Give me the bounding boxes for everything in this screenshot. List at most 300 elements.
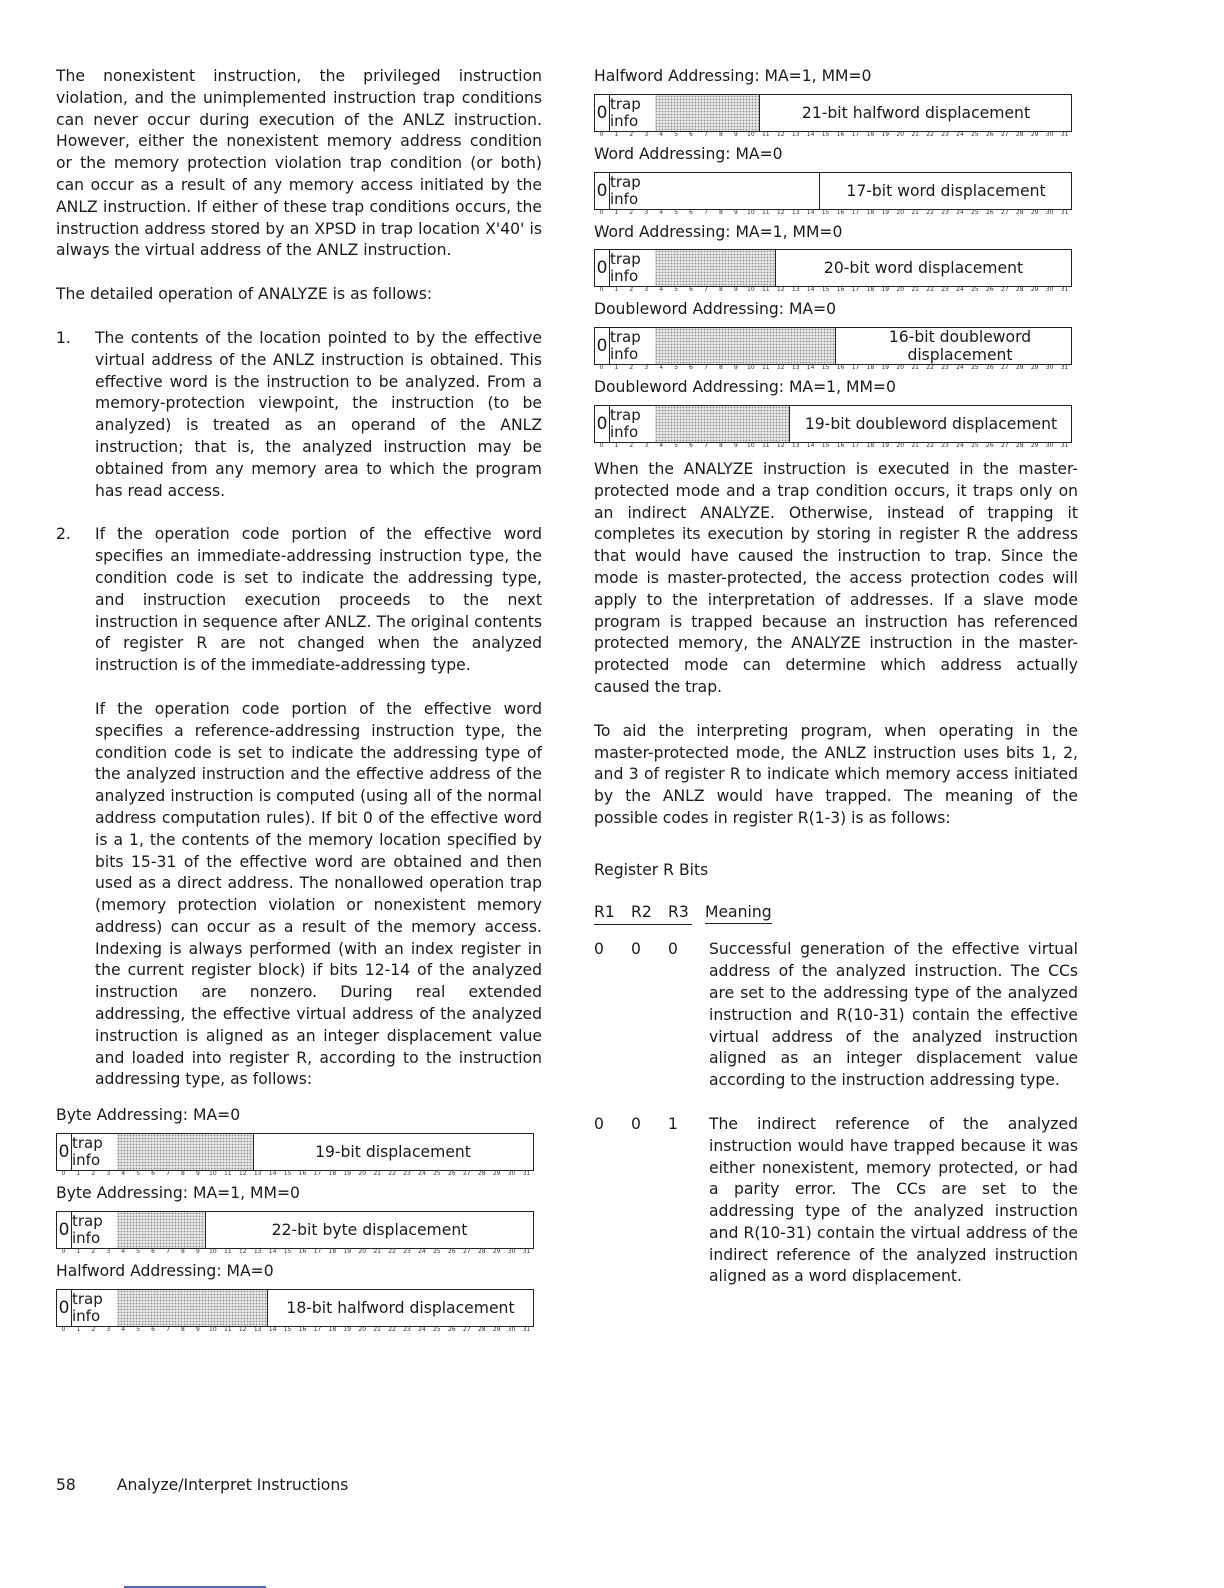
- bit-number: 27: [1000, 208, 1009, 216]
- bit-number: 11: [761, 441, 770, 449]
- bit-number: 7: [704, 364, 708, 372]
- bit-number: 14: [806, 130, 815, 138]
- bit-number: 11: [761, 286, 770, 294]
- intro-paragraph: The nonexistent instruction, the privileged instruction violation, and the unimplemented instruction trap conditions can never occur during execution of the ANLZ instruction. However, either the nonexistent memory address condition or the memory protection violation trap condition (or both) can occur as a result of any memory access initiated by the ANLZ instruction. If either of these trap conditions occurs, the instruction address stored by an XPSD in trap location X'40' is always the virtual address of the ANLZ instruction.: [56, 67, 542, 260]
- bit-numbers: [56, 1170, 534, 1177]
- bit-number: 23: [403, 1247, 411, 1255]
- bit-number: 23: [403, 1325, 411, 1333]
- bit-number: 0: [61, 1325, 66, 1333]
- bit-number: 6: [689, 286, 693, 294]
- bit-number: 6: [151, 1170, 155, 1178]
- bit-number: 22: [926, 441, 934, 449]
- bit-number: 8: [719, 130, 723, 138]
- bit-number: 18: [866, 286, 875, 294]
- list-paragraph: If the operation code portion of the effective word specifies an immediate-addressing instruction type, the condition code is set to indicate the addressing type, and instruction execution proceeds to the next instruction in sequence after ANLZ. The original contents of register R are not changed when the analyzed instruction is of the immediate-addressing type.: [95, 525, 542, 675]
- trap-info: trap info: [610, 250, 641, 286]
- displacement-field: 19-bit doubleword displacement: [804, 414, 1058, 433]
- bit-number: 14: [268, 1170, 277, 1178]
- list-item: [56, 524, 542, 1091]
- bit-number: 12: [238, 1325, 247, 1333]
- format-label: Word Addressing: MA=0: [594, 144, 783, 163]
- bit-number: 12: [776, 130, 785, 138]
- bit-number: 31: [1060, 364, 1069, 372]
- table-header: [594, 902, 1078, 925]
- format-label: Doubleword Addressing: MA=1, MM=0: [594, 378, 896, 397]
- bit-number: 3: [644, 441, 649, 449]
- bit-number: 9: [733, 208, 738, 216]
- shaded-field: [117, 1134, 254, 1170]
- bit-number: 30: [507, 1325, 516, 1333]
- bit-number: 16: [298, 1247, 307, 1255]
- bit-number: 14: [268, 1325, 277, 1333]
- displacement-field: 20-bit word displacement: [823, 259, 1024, 278]
- bit-number: 29: [492, 1247, 501, 1255]
- bit-number: 11: [223, 1325, 232, 1333]
- bit-number: 28: [1015, 130, 1024, 138]
- bit-number: 20: [358, 1325, 367, 1333]
- bit-number: 14: [806, 364, 815, 372]
- bit-number: 4: [659, 286, 664, 294]
- bit-number: 10: [747, 441, 755, 449]
- bit-number: 19: [881, 364, 890, 372]
- bit-number: 20: [896, 441, 905, 449]
- header-r3: R3: [668, 902, 689, 921]
- format-label: Doubleword Addressing: MA=0: [594, 300, 837, 319]
- format-diagram: [594, 405, 1072, 449]
- bit-number: 23: [941, 364, 949, 372]
- bit-number: 6: [151, 1247, 155, 1255]
- bit-number: 26: [986, 286, 994, 294]
- bit-number: 14: [806, 286, 815, 294]
- bit-number: 22: [388, 1247, 396, 1255]
- bit-number: 23: [941, 441, 949, 449]
- bit-number: 8: [719, 441, 723, 449]
- list-item: [56, 328, 542, 502]
- bit-number: 7: [166, 1247, 170, 1255]
- bit-number: 29: [1030, 130, 1039, 138]
- bit-number: 0: [599, 364, 604, 372]
- bit-number: 26: [448, 1247, 456, 1255]
- bit-number: 24: [956, 364, 964, 372]
- bit-number: 10: [747, 364, 755, 372]
- blank-field: [655, 173, 820, 209]
- bit-number: 26: [986, 130, 994, 138]
- bit-number: 1: [76, 1170, 81, 1178]
- bit-number: 17: [851, 364, 860, 372]
- bit-number: 27: [462, 1325, 471, 1333]
- bit-number: 2: [629, 286, 634, 294]
- section-title: Analyze/Interpret Instructions: [116, 1476, 349, 1494]
- left-column: [56, 66, 542, 1339]
- format-diagram: [594, 327, 1072, 372]
- bit-number: 9: [733, 286, 738, 294]
- bit-number: 15: [283, 1170, 292, 1178]
- bit-number: 11: [761, 130, 770, 138]
- bit-number: 8: [719, 364, 723, 372]
- bit-number: 17: [851, 130, 860, 138]
- bit-number: 17: [851, 208, 860, 216]
- bit-number: 5: [674, 286, 679, 294]
- bit-number: 2: [91, 1170, 96, 1178]
- bit-number: 18: [866, 441, 875, 449]
- bit-number: 1: [614, 441, 619, 449]
- bit-number: 28: [1015, 208, 1024, 216]
- format-label: Byte Addressing: MA=0: [56, 1106, 241, 1125]
- bit-number: 16: [298, 1170, 307, 1178]
- bit-number: 19: [343, 1170, 352, 1178]
- bit-number: 17: [313, 1170, 322, 1178]
- bit-number: 10: [209, 1247, 217, 1255]
- table-row: [594, 939, 1078, 1092]
- bit0-zero: 0: [595, 328, 610, 364]
- format-diagram: [56, 1211, 534, 1255]
- master-protected-paragraph: When the ANALYZE instruction is executed in the master-protected mode and a trap condition occurs, it traps only on an indirect ANALYZE. Otherwise, instead of trapping it completes its execution by storing in register R the address that would have caused the instruction to trap. Since the mode is master-protected, the access protection codes will apply to the interpretation of addresses. If a slave mode program is trapped because an instruction has referenced protected memory, the ANALYZE instruction in the master-protected mode can determine which address actually caused the trap.: [594, 459, 1078, 696]
- bit-number: 9: [195, 1325, 200, 1333]
- bit-number: 1: [76, 1247, 81, 1255]
- list-paragraph: The contents of the location pointed to by the effective virtual address of the ANLZ instruction is obtained. This effective word is the instruction to be analyzed. From a memory-protection viewpoint, the instruction (to be analyzed) is treated as an operand of the ANLZ instruction; that is, the analyzed instruction may be obtained from any memory area to which the program has read access.: [95, 328, 542, 500]
- format-diagram: [594, 172, 1072, 216]
- trap-info: trap info: [72, 1134, 103, 1170]
- bit-number: 18: [328, 1247, 337, 1255]
- bit-number: 5: [674, 364, 679, 372]
- bit-number: 14: [268, 1247, 277, 1255]
- cell-meaning: Successful generation of the effective virtual address of the analyzed instruction. The CCs are set to the addressing type of the analyzed instruction and R(10-31) contain the effective virtual address of the analyzed instruction aligned as an integer displacement value according to the instruction addressing type.: [709, 940, 1078, 1090]
- bit-number: 24: [956, 130, 964, 138]
- bit-number: 8: [719, 286, 723, 294]
- bit-number: 31: [522, 1325, 531, 1333]
- bit-number: 23: [941, 208, 949, 216]
- bit-number: 2: [629, 208, 634, 216]
- bit-number: 0: [61, 1247, 66, 1255]
- bit-number: 30: [1045, 286, 1054, 294]
- shaded-field: [655, 250, 776, 286]
- bit-number: 9: [195, 1170, 200, 1178]
- bit-number: 13: [791, 130, 800, 138]
- bit-number: 1: [614, 286, 619, 294]
- bit-number: 17: [313, 1325, 322, 1333]
- bit-number: 15: [821, 364, 830, 372]
- cell-r2: 0: [631, 940, 641, 959]
- header-r2: R2: [631, 902, 652, 921]
- bit-number: 22: [926, 208, 934, 216]
- bit-number: 5: [674, 208, 679, 216]
- bit-number: 31: [1060, 208, 1069, 216]
- bit-number: 30: [1045, 208, 1054, 216]
- bit-number: 1: [614, 364, 619, 372]
- bit-number: 25: [971, 364, 979, 372]
- bit-number: 24: [418, 1170, 426, 1178]
- bit-number: 8: [181, 1247, 185, 1255]
- bit-number: 7: [166, 1170, 170, 1178]
- bit-number: 2: [629, 364, 634, 372]
- bit-numbers: [594, 286, 1072, 293]
- bit-number: 3: [106, 1170, 111, 1178]
- detail-lead: The detailed operation of ANALYZE is as follows:: [56, 285, 433, 304]
- cell-r2: 0: [631, 1114, 641, 1133]
- bit-number: 22: [388, 1170, 396, 1178]
- bit-number: 29: [492, 1170, 501, 1178]
- shaded-field: [117, 1290, 268, 1326]
- bit-number: 9: [733, 130, 738, 138]
- bit-number: 18: [328, 1325, 337, 1333]
- bit-number: 21: [911, 130, 919, 138]
- bit-number: 25: [971, 208, 979, 216]
- list-number: 2.: [56, 525, 71, 544]
- bit-number: 28: [477, 1247, 486, 1255]
- bit-number: 30: [507, 1247, 516, 1255]
- table-title: Register R Bits: [594, 860, 709, 879]
- bit-number: 0: [599, 130, 604, 138]
- bit-number: 20: [896, 364, 905, 372]
- bit-number: 16: [836, 441, 845, 449]
- bit-number: 5: [674, 130, 679, 138]
- bit-number: 31: [522, 1247, 531, 1255]
- bit-number: 16: [836, 208, 845, 216]
- bit-number: 25: [971, 441, 979, 449]
- bit-number: 17: [851, 441, 860, 449]
- bit-number: 13: [253, 1247, 262, 1255]
- displacement-field: 18-bit halfword displacement: [286, 1298, 515, 1317]
- bit-number: 19: [343, 1325, 352, 1333]
- bit-numbers: [594, 209, 1072, 216]
- bit-number: 13: [253, 1325, 262, 1333]
- format-diagram: [56, 1289, 534, 1333]
- bit-number: 27: [1000, 364, 1009, 372]
- bit-numbers: [594, 364, 1072, 371]
- bit-number: 3: [644, 208, 649, 216]
- bit-number: 7: [704, 130, 708, 138]
- bit-number: 23: [941, 286, 949, 294]
- bit-number: 12: [776, 441, 785, 449]
- bit-number: 25: [971, 130, 979, 138]
- bit-number: 27: [1000, 286, 1009, 294]
- bit-number: 7: [704, 441, 708, 449]
- bit-number: 14: [806, 208, 815, 216]
- table-row: [594, 1114, 1078, 1288]
- bit-number: 7: [166, 1325, 170, 1333]
- bit-number: 28: [1015, 364, 1024, 372]
- bit-number: 25: [971, 286, 979, 294]
- bit0-zero: 0: [57, 1134, 72, 1170]
- bit-number: 21: [373, 1325, 381, 1333]
- displacement-field: 21-bit halfword displacement: [801, 103, 1031, 122]
- trap-info: trap info: [72, 1289, 103, 1325]
- format-label: Halfword Addressing: MA=1, MM=0: [594, 67, 872, 85]
- bit-number: 13: [791, 364, 800, 372]
- bit-number: 10: [747, 208, 755, 216]
- bit-number: 22: [926, 286, 934, 294]
- bit-number: 0: [61, 1170, 66, 1178]
- format-label: Byte Addressing: MA=1, MM=0: [56, 1184, 300, 1203]
- bit-number: 12: [776, 364, 785, 372]
- bit-number: 20: [896, 286, 905, 294]
- bit-number: 30: [1045, 364, 1054, 372]
- bit-number: 18: [328, 1170, 337, 1178]
- shaded-field: [117, 1212, 206, 1248]
- bit-number: 9: [195, 1247, 200, 1255]
- shaded-field: [655, 95, 760, 131]
- bit-number: 3: [106, 1325, 111, 1333]
- bit-number: 21: [911, 364, 919, 372]
- bit-number: 27: [1000, 130, 1009, 138]
- bit-number: 17: [313, 1247, 322, 1255]
- bit-numbers: [594, 131, 1072, 138]
- bit-number: 8: [719, 208, 723, 216]
- cell-r3: 1: [668, 1114, 678, 1133]
- bit-number: 9: [733, 364, 738, 372]
- bit-number: 13: [791, 441, 800, 449]
- bit-number: 31: [1060, 130, 1069, 138]
- bit-number: 0: [599, 286, 604, 294]
- bit-number: 6: [689, 364, 693, 372]
- bit-number: 15: [283, 1247, 292, 1255]
- bit-number: 20: [896, 130, 905, 138]
- bit-number: 27: [1000, 441, 1009, 449]
- bit0-zero: 0: [595, 406, 610, 442]
- bit-number: 27: [462, 1170, 471, 1178]
- bit-number: 16: [298, 1325, 307, 1333]
- bit-number: 5: [674, 441, 679, 449]
- bit-number: 11: [223, 1247, 232, 1255]
- shaded-field: [655, 328, 836, 364]
- bit0-zero: 0: [595, 173, 610, 209]
- bit-number: 24: [418, 1247, 426, 1255]
- bit-number: 10: [747, 130, 755, 138]
- bit-number: 22: [926, 364, 934, 372]
- bit-number: 7: [704, 286, 708, 294]
- bit-number: 24: [956, 286, 964, 294]
- bit-number: 19: [881, 208, 890, 216]
- bit-number: 21: [911, 441, 919, 449]
- bit-number: 16: [836, 130, 845, 138]
- bit-number: 29: [1030, 441, 1039, 449]
- bit0-zero: 0: [595, 95, 610, 131]
- bit-number: 19: [881, 130, 890, 138]
- bit-number: 21: [373, 1170, 381, 1178]
- bit-number: 15: [821, 208, 830, 216]
- bit-number: 13: [791, 208, 800, 216]
- bit-number: 19: [343, 1247, 352, 1255]
- bit-number: 7: [704, 208, 708, 216]
- bit-number: 21: [373, 1247, 381, 1255]
- cell-r3: 0: [668, 940, 678, 959]
- bit-number: 5: [136, 1325, 141, 1333]
- format-label: Halfword Addressing: MA=0: [56, 1261, 274, 1280]
- bit-number: 6: [689, 130, 693, 138]
- trap-info: trap info: [72, 1211, 103, 1247]
- bit-number: 30: [507, 1170, 516, 1178]
- bit-number: 25: [433, 1247, 441, 1255]
- page-number: 58: [56, 1476, 76, 1494]
- bit-number: 19: [881, 286, 890, 294]
- bit-number: 8: [181, 1325, 185, 1333]
- bit-number: 24: [956, 208, 964, 216]
- right-column: [594, 66, 1078, 1310]
- bit-number: 23: [403, 1170, 411, 1178]
- bit-number: 29: [1030, 364, 1039, 372]
- bit-number: 0: [599, 208, 604, 216]
- bit-number: 14: [806, 441, 815, 449]
- bit-number: 3: [644, 286, 649, 294]
- bit-number: 2: [91, 1325, 96, 1333]
- bit-number: 29: [492, 1325, 501, 1333]
- bit-number: 4: [659, 441, 664, 449]
- bit-number: 26: [448, 1170, 456, 1178]
- bit-number: 12: [776, 208, 785, 216]
- bit-number: 2: [629, 441, 634, 449]
- displacement-field: 17-bit word displacement: [846, 181, 1046, 200]
- bit-number: 2: [629, 130, 634, 138]
- cell-r1: 0: [594, 940, 604, 959]
- bit-number: 20: [896, 208, 905, 216]
- bit-number: 22: [926, 130, 934, 138]
- bit-number: 28: [477, 1325, 486, 1333]
- bit-number: 6: [689, 208, 693, 216]
- bit-number: 1: [614, 130, 619, 138]
- bit-number: 18: [866, 130, 875, 138]
- header-rule: [594, 924, 692, 925]
- bit-number: 10: [209, 1170, 217, 1178]
- cell-meaning: The indirect reference of the analyzed instruction would have trapped because it was either nonexistent, memory protected, or had a parity error. The CCs are set to the addressing type of the analyzed instruction and R(10-31) contain the virtual address of the indirect reference of the analyzed instruction aligned as a word displacement.: [709, 1114, 1078, 1286]
- trap-info: trap info: [610, 405, 641, 441]
- trap-info: trap info: [610, 328, 641, 364]
- bit-number: 31: [1060, 441, 1069, 449]
- bit-number: 30: [1045, 441, 1054, 449]
- format-diagram: [56, 1133, 534, 1178]
- list-number: 1.: [56, 328, 71, 347]
- list-paragraph: If the operation code portion of the effective word specifies a reference-addressing instruction type, the condition code is set to indicate the addressing type of the analyzed instruction and the effective address of the analyzed instruction is computed (using all of the normal address computation rules). If bit 0 of the effective word is a 1, the contents of the memory location specified by bits 15-31 of the effective word are obtained and then used as a direct address. The nonallowed operation trap (memory protection violation or nonexistent memory address) can occur as a result of the memory access. Indexing is always performed (with an index register in the current register block) if bits 12-14 of the analyzed instruction are nonzero. During real extended addressing, the effective virtual address of the analyzed instruction is aligned as an integer displacement value and loaded into register R, according to the instruction addressing type, as follows:: [95, 699, 542, 1089]
- bit-numbers: [594, 442, 1072, 449]
- bit-number: 1: [614, 208, 619, 216]
- bit-number: 30: [1045, 130, 1054, 138]
- bit-number: 24: [956, 441, 964, 449]
- bit-number: 3: [106, 1247, 111, 1255]
- bit-number: 16: [836, 286, 845, 294]
- bit-number: 20: [358, 1170, 367, 1178]
- bit-number: 29: [1030, 208, 1039, 216]
- bit-number: 31: [1060, 286, 1069, 294]
- bit-number: 18: [866, 364, 875, 372]
- bit-number: 26: [986, 364, 994, 372]
- bit0-zero: 0: [595, 250, 610, 286]
- bit-number: 1: [76, 1325, 81, 1333]
- bit-number: 4: [121, 1325, 126, 1333]
- bit-number: 0: [599, 441, 604, 449]
- header-meaning: Meaning: [705, 902, 772, 925]
- bit-number: 28: [1015, 286, 1024, 294]
- bit-number: 4: [121, 1247, 126, 1255]
- register-bits-table: [594, 860, 1078, 1289]
- bit-number: 5: [136, 1247, 141, 1255]
- bit-number: 6: [689, 441, 693, 449]
- bit-number: 15: [283, 1325, 292, 1333]
- bit-number: 15: [821, 130, 830, 138]
- bit-number: 25: [433, 1325, 441, 1333]
- header-r1: R1: [594, 902, 615, 921]
- bit-number: 12: [238, 1247, 247, 1255]
- bit-number: 18: [866, 208, 875, 216]
- bit-number: 12: [776, 286, 785, 294]
- bit-number: 5: [136, 1170, 141, 1178]
- bit-number: 8: [181, 1170, 185, 1178]
- bit-number: 16: [836, 364, 845, 372]
- displacement-field: 22-bit byte displacement: [271, 1220, 468, 1239]
- bit-number: 12: [238, 1170, 247, 1178]
- format-diagram: [594, 94, 1072, 138]
- shaded-field: [655, 406, 790, 442]
- displacement-field: 19-bit displacement: [315, 1143, 471, 1162]
- bit-number: 15: [821, 441, 830, 449]
